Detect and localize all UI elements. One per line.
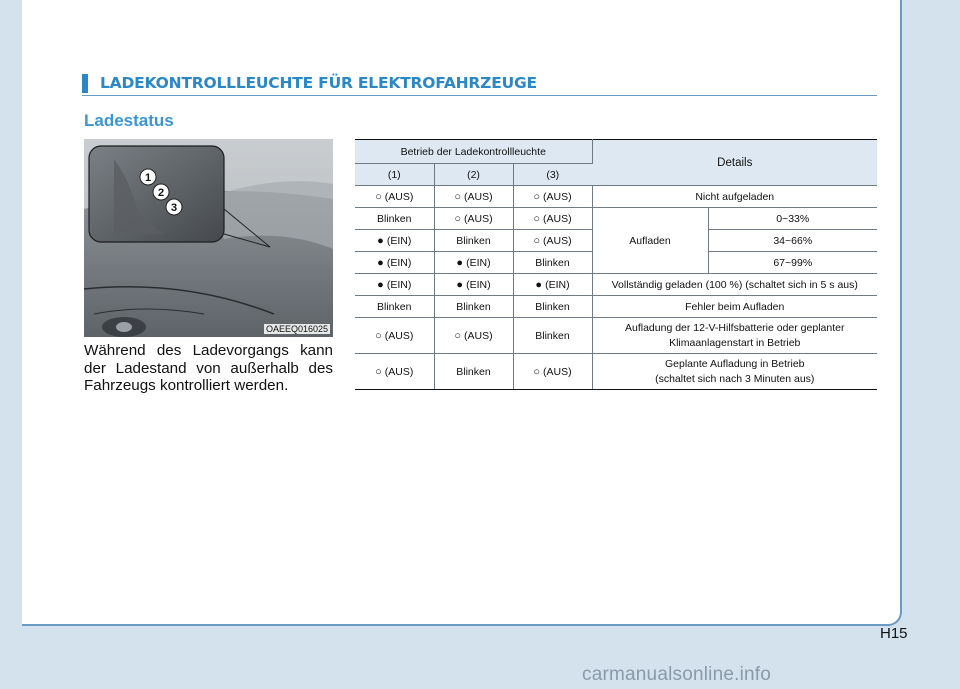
- cell-1: Blinken: [355, 208, 434, 230]
- cell-detail: Vollständig geladen (100 %) (schaltet sich in 5 s aus): [592, 274, 877, 296]
- section-divider: [82, 95, 877, 96]
- header-col-3: (3): [513, 164, 592, 186]
- watermark: carmanualsonline.info: [582, 664, 772, 685]
- cell-3: ○ (AUS): [513, 354, 592, 390]
- off-indicator-icon: ○: [375, 365, 382, 378]
- cell-1: ○ (AUS): [355, 318, 434, 354]
- cell-2: Blinken: [434, 296, 513, 318]
- cell-2: ○ (AUS): [434, 318, 513, 354]
- page-number: H15: [880, 625, 908, 642]
- off-indicator-icon: ○: [375, 329, 382, 342]
- table-row: [355, 274, 877, 296]
- cell-3: Blinken: [513, 252, 592, 274]
- cell-detail: 0~33%: [708, 208, 877, 230]
- on-indicator-icon: ●: [456, 278, 464, 291]
- cell-1: ○ (AUS): [355, 354, 434, 390]
- on-indicator-icon: ●: [377, 234, 384, 247]
- cell-2: Blinken: [434, 354, 513, 390]
- cell-1: Blinken: [355, 296, 434, 318]
- cell-2: ● (EIN): [434, 252, 513, 274]
- car-charge-indicator-photo: [84, 139, 333, 337]
- header-col-2: (2): [434, 164, 513, 186]
- cell-1: ● (EIN): [355, 252, 434, 274]
- cell-2: Blinken: [434, 230, 513, 252]
- header-details: Details: [592, 140, 877, 186]
- callout-2: 2: [157, 187, 165, 199]
- cell-2: ○ (AUS): [434, 208, 513, 230]
- car-hood-illustration: [84, 139, 333, 337]
- off-indicator-icon: ○: [375, 190, 382, 203]
- section-title: LADEKONTROLLLEUCHTE FÜR ELEKTROFAHRZEUGE: [100, 74, 537, 92]
- cell-detail: 34~66%: [708, 230, 877, 252]
- table-row: [355, 208, 877, 230]
- table-row: [355, 318, 877, 354]
- table-row: [355, 296, 877, 318]
- off-indicator-icon: ○: [533, 365, 541, 378]
- cell-3: Blinken: [513, 296, 592, 318]
- cell-detail: Aufladung der 12-V-Hilfsbatterie oder geplanter Klimaanlagenstart in Betrieb: [592, 318, 877, 354]
- charge-status-table: [355, 139, 877, 390]
- off-indicator-icon: ○: [533, 212, 541, 225]
- cell-1: ○ (AUS): [355, 186, 434, 208]
- callout-3: 3: [170, 202, 178, 214]
- body-paragraph: Während des Ladevorgangs kann der Ladestand von außerhalb des Fahrzeugs kontrolliert werden.: [84, 342, 333, 394]
- table-row: [355, 186, 877, 208]
- cell-1: ● (EIN): [355, 230, 434, 252]
- cell-3: Blinken: [513, 318, 592, 354]
- callout-1: 1: [144, 172, 152, 184]
- cell-2: ○ (AUS): [434, 186, 513, 208]
- cell-3: ● (EIN): [513, 274, 592, 296]
- on-indicator-icon: ●: [535, 278, 543, 291]
- cell-2: ● (EIN): [434, 274, 513, 296]
- subsection-title: Ladestatus: [84, 111, 174, 130]
- off-indicator-icon: ○: [454, 212, 462, 225]
- cell-3: ○ (AUS): [513, 230, 592, 252]
- table-row: [355, 354, 877, 390]
- section-accent-bar: [82, 74, 88, 93]
- page-margin: [0, 628, 960, 689]
- on-indicator-icon: ●: [456, 256, 464, 269]
- header-indicator-operation: Betrieb der Ladekontrollleuchte: [355, 140, 592, 164]
- off-indicator-icon: ○: [454, 190, 462, 203]
- header-col-1: (1): [355, 164, 434, 186]
- cell-detail: Geplante Aufladung in Betrieb (schaltet sich nach 3 Minuten aus): [592, 354, 877, 390]
- off-indicator-icon: ○: [533, 190, 541, 203]
- off-indicator-icon: ○: [454, 329, 462, 342]
- cell-detail: Nicht aufgeladen: [592, 186, 877, 208]
- on-indicator-icon: ●: [377, 256, 384, 269]
- figure-code: OAEEQ016025: [265, 324, 328, 334]
- cell-3: ○ (AUS): [513, 208, 592, 230]
- cell-1: ● (EIN): [355, 274, 434, 296]
- cell-detail: Fehler beim Aufladen: [592, 296, 877, 318]
- on-indicator-icon: ●: [377, 278, 384, 291]
- cell-detail-group: Aufladen: [592, 208, 708, 274]
- off-indicator-icon: ○: [533, 234, 541, 247]
- cell-detail: 67~99%: [708, 252, 877, 274]
- cell-3: ○ (AUS): [513, 186, 592, 208]
